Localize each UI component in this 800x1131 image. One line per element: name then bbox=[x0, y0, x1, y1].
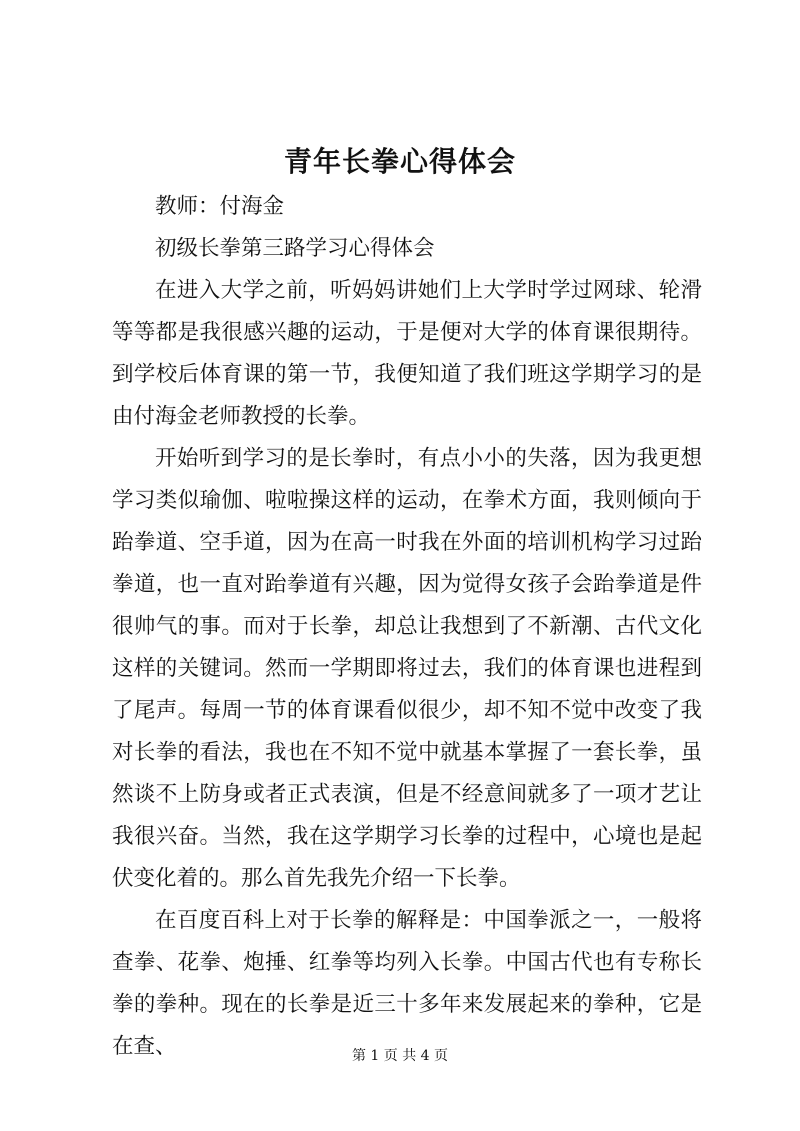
paragraph-subtitle: 初级长拳第三路学习心得体会 bbox=[155, 236, 435, 261]
document-title: 青年长拳心得体会 bbox=[283, 145, 516, 178]
paragraph-feelings: 开始听到学习的是长拳时，有点小小的失落，因为我更想学习类似瑜伽、啦啦操这样的运动，在拳术方面，我则倾向于跆拳道、空手道，因为在高一时我在外面的培训机构学习过跆拳道，也一直对跆拳道有兴趣，因为觉得女孩子会跆拳道是件很帅气的事。而对于长拳，却总让我想到了不新潮、古代文化这样的关键词。然而一学期即将过去，我们的体育课也进程到了尾声。每周一节的体育课看似很少，却不知不觉中改变了我对长拳的看法，我也在不知不觉中就基本掌握了一套长拳，虽然谈不上防身或者正式表演，但是不经意间就多了一项才艺让我很兴奋。当然，我在这学期学习长拳的过程中，心境也是起伏变化着的。那么首先我先介绍一下长拳。 bbox=[112, 446, 702, 891]
document-body bbox=[112, 186, 702, 1068]
paragraph-definition: 在百度百科上对于长拳的解释是：中国拳派之一，一般将查拳、花拳、炮捶、红拳等均列入长拳。中国古代也有专称长拳的拳种。现在的长拳是近三十多年来发展起来的拳种，它是在查、 bbox=[112, 908, 702, 1059]
page-footer: 第 1 页 共 4 页 bbox=[351, 1048, 449, 1064]
paragraph-intro: 在进入大学之前，听妈妈讲她们上大学时学过网球、轮滑等等都是我很感兴趣的运动，于是便对大学的体育课很期待。到学校后体育课的第一节，我便知道了我们班这学期学习的是由付海金老师教授的长拳。 bbox=[112, 278, 702, 429]
paragraph-teacher: 教师：付海金 bbox=[155, 194, 285, 219]
